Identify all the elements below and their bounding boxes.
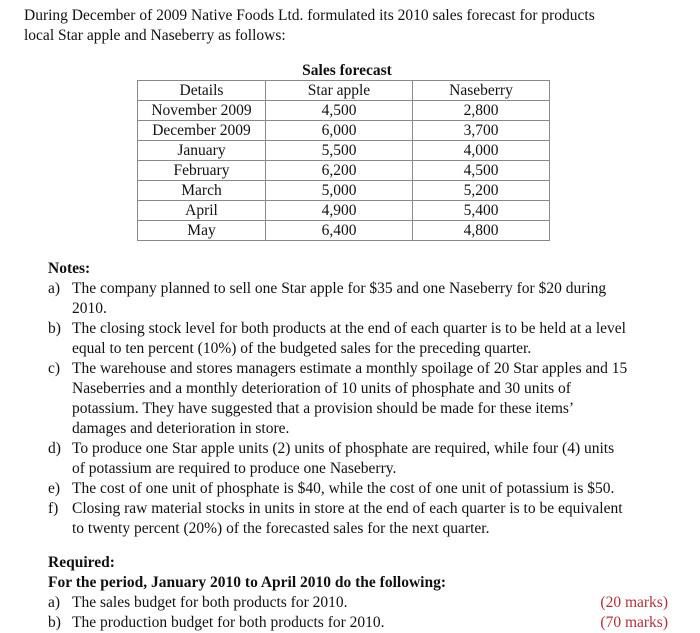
sales-forecast-table [137,80,550,241]
cell-naseberry: 2,800 [413,101,550,121]
note-item-d [48,439,688,479]
cell-period: May [138,221,266,241]
note-label: d) [48,440,61,457]
note-line: To produce one Star apple units (2) units of phosphate are required, while four (4) units [72,440,615,457]
notes-heading: Notes: [48,260,91,277]
cell-period: December 2009 [138,121,266,141]
note-line: potassium. They have suggested that a provision should be made for these items’ [72,400,575,417]
header-naseberry: Naseberry [413,81,550,101]
cell-naseberry: 4,800 [413,221,550,241]
intro-line-1: During December of 2009 Native Foods Ltd. formulated its 2010 sales forecast for products [24,7,595,24]
intro-line-2: local Star apple and Naseberry as follows: [24,27,286,44]
note-label: f) [48,500,59,517]
note-line: 2010. [72,300,107,317]
note-line: Naseberries and a monthly deterioration of 10 units of phosphate and 30 units of [72,380,571,397]
required-item-b [48,613,668,633]
required-item-a [48,593,668,613]
note-line: damages and deterioration in store. [72,420,290,437]
note-item-f [48,499,688,539]
note-label: c) [48,360,61,377]
intro-paragraph [24,6,684,46]
note-line: equal to ten percent (10%) of the budgeted sales for the preceding quarter. [72,340,532,357]
note-line: The closing stock level for both products at the end of each quarter is to be held at a level [72,320,626,337]
cell-star-apple: 6,400 [266,221,413,241]
table-row [138,181,550,201]
cell-naseberry: 5,200 [413,181,550,201]
required-label: b) [48,614,61,631]
cell-period: April [138,201,266,221]
table-row [138,121,550,141]
marks-badge: (70 marks) [600,614,668,631]
cell-naseberry: 4,000 [413,141,550,161]
required-text: The production budget for both products for 2010. [72,614,385,631]
note-line: The company planned to sell one Star apple for $35 and one Naseberry for $20 during [72,280,607,297]
table-row [138,161,550,181]
required-heading: Required: [48,554,115,571]
table-row [138,201,550,221]
cell-naseberry: 4,500 [413,161,550,181]
note-item-e [48,479,688,499]
note-label: e) [48,480,61,497]
note-line: The cost of one unit of phosphate is $40, while the cost of one unit of potassium is $50. [72,480,615,497]
cell-naseberry: 3,700 [413,121,550,141]
note-label: a) [48,280,61,297]
table-title: Sales forecast [302,62,392,79]
marks-badge: (20 marks) [600,594,668,611]
note-item-c [48,359,688,439]
cell-star-apple: 5,000 [266,181,413,201]
table-header-row [138,81,550,101]
cell-period: February [138,161,266,181]
required-text: The sales budget for both products for 2010. [72,594,348,611]
cell-period: November 2009 [138,101,266,121]
note-label: b) [48,320,61,337]
cell-star-apple: 6,000 [266,121,413,141]
note-line: of potassium are required to produce one Naseberry. [72,460,397,477]
note-line: Closing raw material stocks in units in store at the end of each quarter is to be equivalent [72,500,623,517]
required-label: a) [48,594,61,611]
cell-star-apple: 4,500 [266,101,413,121]
note-item-b [48,319,688,359]
note-item-a [48,279,688,319]
cell-star-apple: 6,200 [266,161,413,181]
required-section [48,553,668,633]
table-row [138,101,550,121]
cell-naseberry: 5,400 [413,201,550,221]
cell-period: March [138,181,266,201]
table-row [138,141,550,161]
cell-star-apple: 4,900 [266,201,413,221]
header-star-apple: Star apple [266,81,413,101]
table-row [138,221,550,241]
notes-section [48,259,688,539]
cell-period: January [138,141,266,161]
header-details: Details [138,81,266,101]
required-subheading: For the period, January 2010 to April 2010 do the following: [48,574,446,591]
note-line: The warehouse and stores managers estimate a monthly spoilage of 20 Star apples and 15 [72,360,628,377]
cell-star-apple: 5,500 [266,141,413,161]
note-line: to twenty percent (20%) of the forecasted sales for the next quarter. [72,520,490,537]
